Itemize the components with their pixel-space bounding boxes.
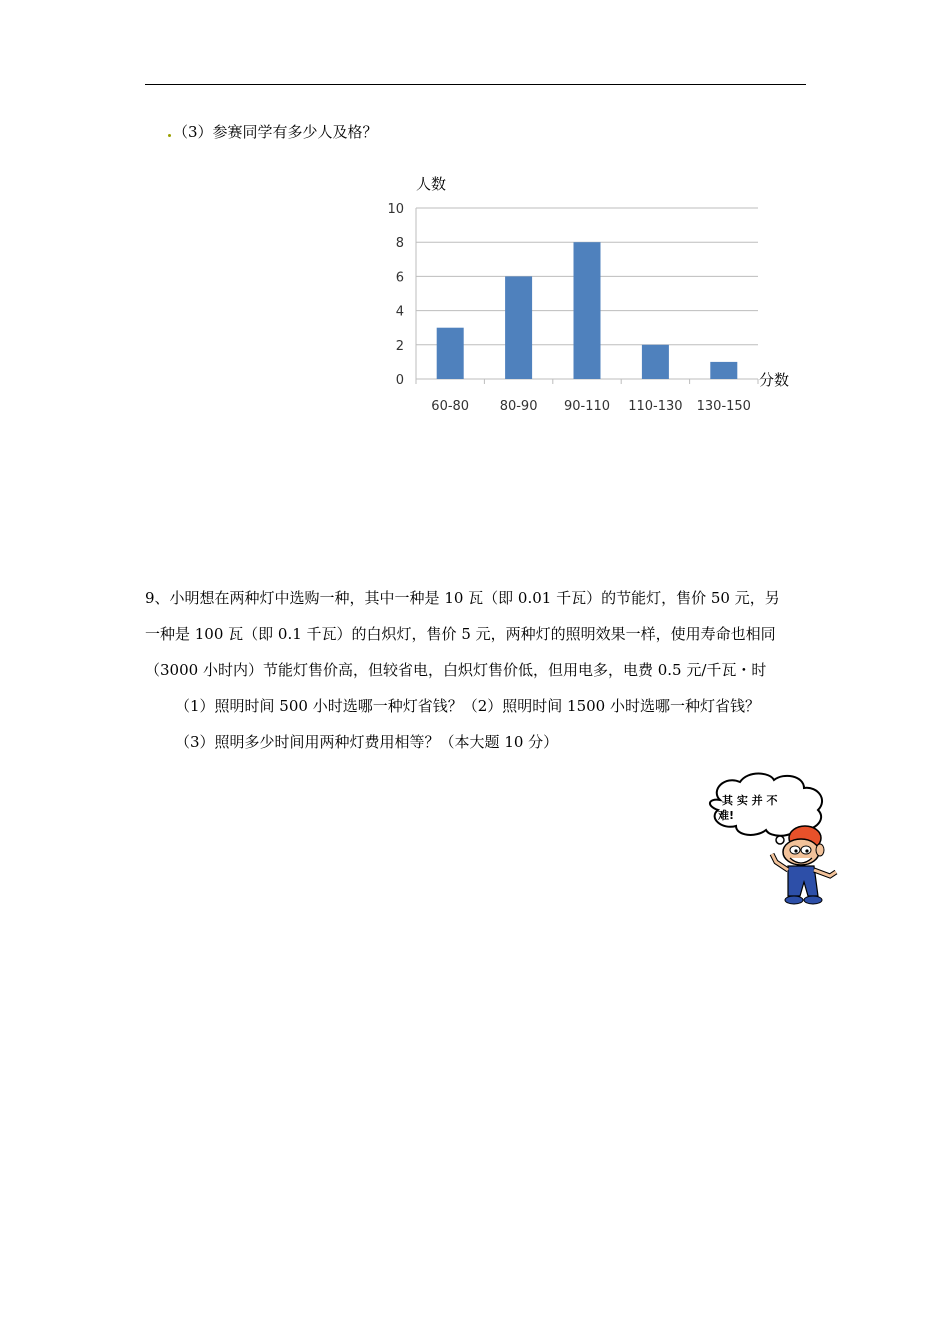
y-tick-label: 2 xyxy=(395,338,404,354)
bar xyxy=(505,276,532,379)
x-tick-label: 80-90 xyxy=(499,399,538,414)
header-rule xyxy=(145,84,806,85)
bubble-line-1: 其 实 并 不 xyxy=(722,794,778,807)
bar xyxy=(642,345,669,379)
y-tick-label: 0 xyxy=(395,373,404,388)
mascot-illustration xyxy=(700,770,850,920)
problem-9 xyxy=(145,580,810,760)
y-tick-label: 4 xyxy=(395,304,404,320)
x-tick-label: 110-130 xyxy=(628,399,683,414)
x-axis-label: 分数 xyxy=(759,371,790,389)
y-tick-label: 8 xyxy=(395,236,404,252)
problem-9-line-1: 9、小明想在两种灯中选购一种，其中一种是 10 瓦（即 0.01 千瓦）的节能灯，售价 50 元，另 xyxy=(145,589,780,607)
y-tick-label: 10 xyxy=(387,202,404,217)
problem-9-line-5: （3）照明多少时间用两种灯费用相等？（本大题 10 分） xyxy=(175,733,559,751)
problem-9-line-2: 一种是 100 瓦（即 0.1 千瓦）的白炽灯，售价 5 元，两种灯的照明效果一样，使用寿命也相同 xyxy=(145,625,776,643)
x-tick-label: 90-110 xyxy=(563,399,611,414)
question-3 xyxy=(168,121,378,142)
y-tick-label: 6 xyxy=(395,270,404,286)
bar xyxy=(710,362,737,379)
bar xyxy=(437,328,464,379)
bar-chart xyxy=(360,168,790,428)
problem-9-line-3: （3000 小时内）节能灯售价高，但较省电，白炽灯售价低，但用电多，电费 0.5 元/千瓦・时 xyxy=(145,661,767,679)
marker-dot xyxy=(168,134,171,137)
x-tick-label: 60-80 xyxy=(431,399,470,414)
x-tick-label: 130-150 xyxy=(696,399,751,414)
y-axis-label: 人数 xyxy=(416,175,447,193)
problem-9-line-4: （1）照明时间 500 小时选哪一种灯省钱？（2）照明时间 1500 小时选哪一种灯省钱？ xyxy=(175,697,760,715)
question-3-text: （3）参赛同学有多少人及格？ xyxy=(173,123,378,141)
bar xyxy=(574,242,601,379)
bubble-line-2: 难! xyxy=(718,809,735,822)
